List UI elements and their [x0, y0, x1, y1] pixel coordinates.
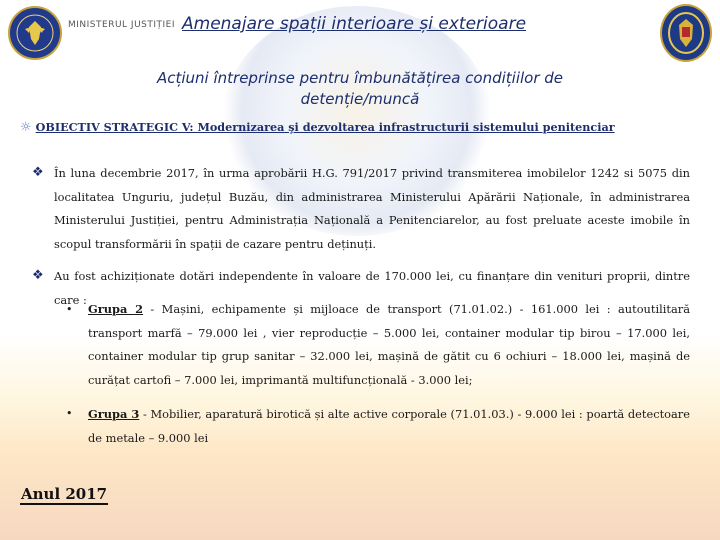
- group-label: Grupa 2: [88, 302, 144, 316]
- list-item-grupa-3: [88, 403, 690, 450]
- round-bullet-icon: •: [66, 407, 73, 420]
- round-bullet-icon: •: [66, 303, 73, 316]
- star-outline-icon: ☼: [20, 120, 32, 135]
- ministry-name: MINISTERUL JUSTIȚIEI: [68, 20, 176, 30]
- strategic-objective: [20, 120, 615, 135]
- objective-text: OBIECTIV STRATEGIC V: Modernizarea şi dezvoltarea infrastructurii sistemului penitenciar: [35, 120, 615, 134]
- romanian-government-emblem-icon: [8, 6, 62, 60]
- group-text: - Mobilier, aparatură birotică și alte active corporale (71.01.03.) - 9.000 lei : poartă detectoare de metale – 9.000 lei: [88, 407, 690, 445]
- paragraph-transfer: În luna decembrie 2017, în urma aprobării H.G. 791/2017 privind transmiterea imobilelor 1242 si 5075 din localitatea Unguriu, județul Buzău, din administrarea Ministerului Apărării Naționale, în administrarea Ministerului Justiției, pentru Administrația Națională a Penitenciarelor, au fost preluate aceste imobile în scopul transformării în spații de cazare pentru deținuți.: [54, 166, 690, 251]
- ministry-coat-of-arms-icon: [660, 4, 712, 62]
- paragraph-acquisitions: Au fost achiziționate dotări independente în valoare de 170.000 lei, cu finanțare din venituri proprii, dintre care :: [54, 269, 690, 307]
- year-label: Anul 2017: [21, 485, 108, 503]
- group-text: - Mașini, echipamente și mijloace de transport (71.01.02.) - 161.000 lei : autoutilitară transport marfă – 79.000 lei , vier reproducție – 5.000 lei, container modular tip birou – 17.000 lei, container modular tip grup sanitar – 32.000 lei, mașină de gătit cu 6 ochiuri – 18.000 lei, mașină de curățat cartofi – 7.000 lei, imprimantă multifuncțională - 3.000 lei;: [88, 302, 691, 387]
- group-label: Grupa 3: [88, 407, 140, 421]
- slide-subtitle: Acțiuni întreprinse pentru îmbunătățirea condițiilor de detenție/muncă: [156, 69, 564, 108]
- diamond-bullet-icon: ❖: [32, 165, 44, 180]
- diamond-bullet-icon: ❖: [32, 268, 44, 283]
- list-item-grupa-2: [88, 298, 690, 392]
- page-title: Amenajare spații interioare și exterioare: [182, 14, 527, 34]
